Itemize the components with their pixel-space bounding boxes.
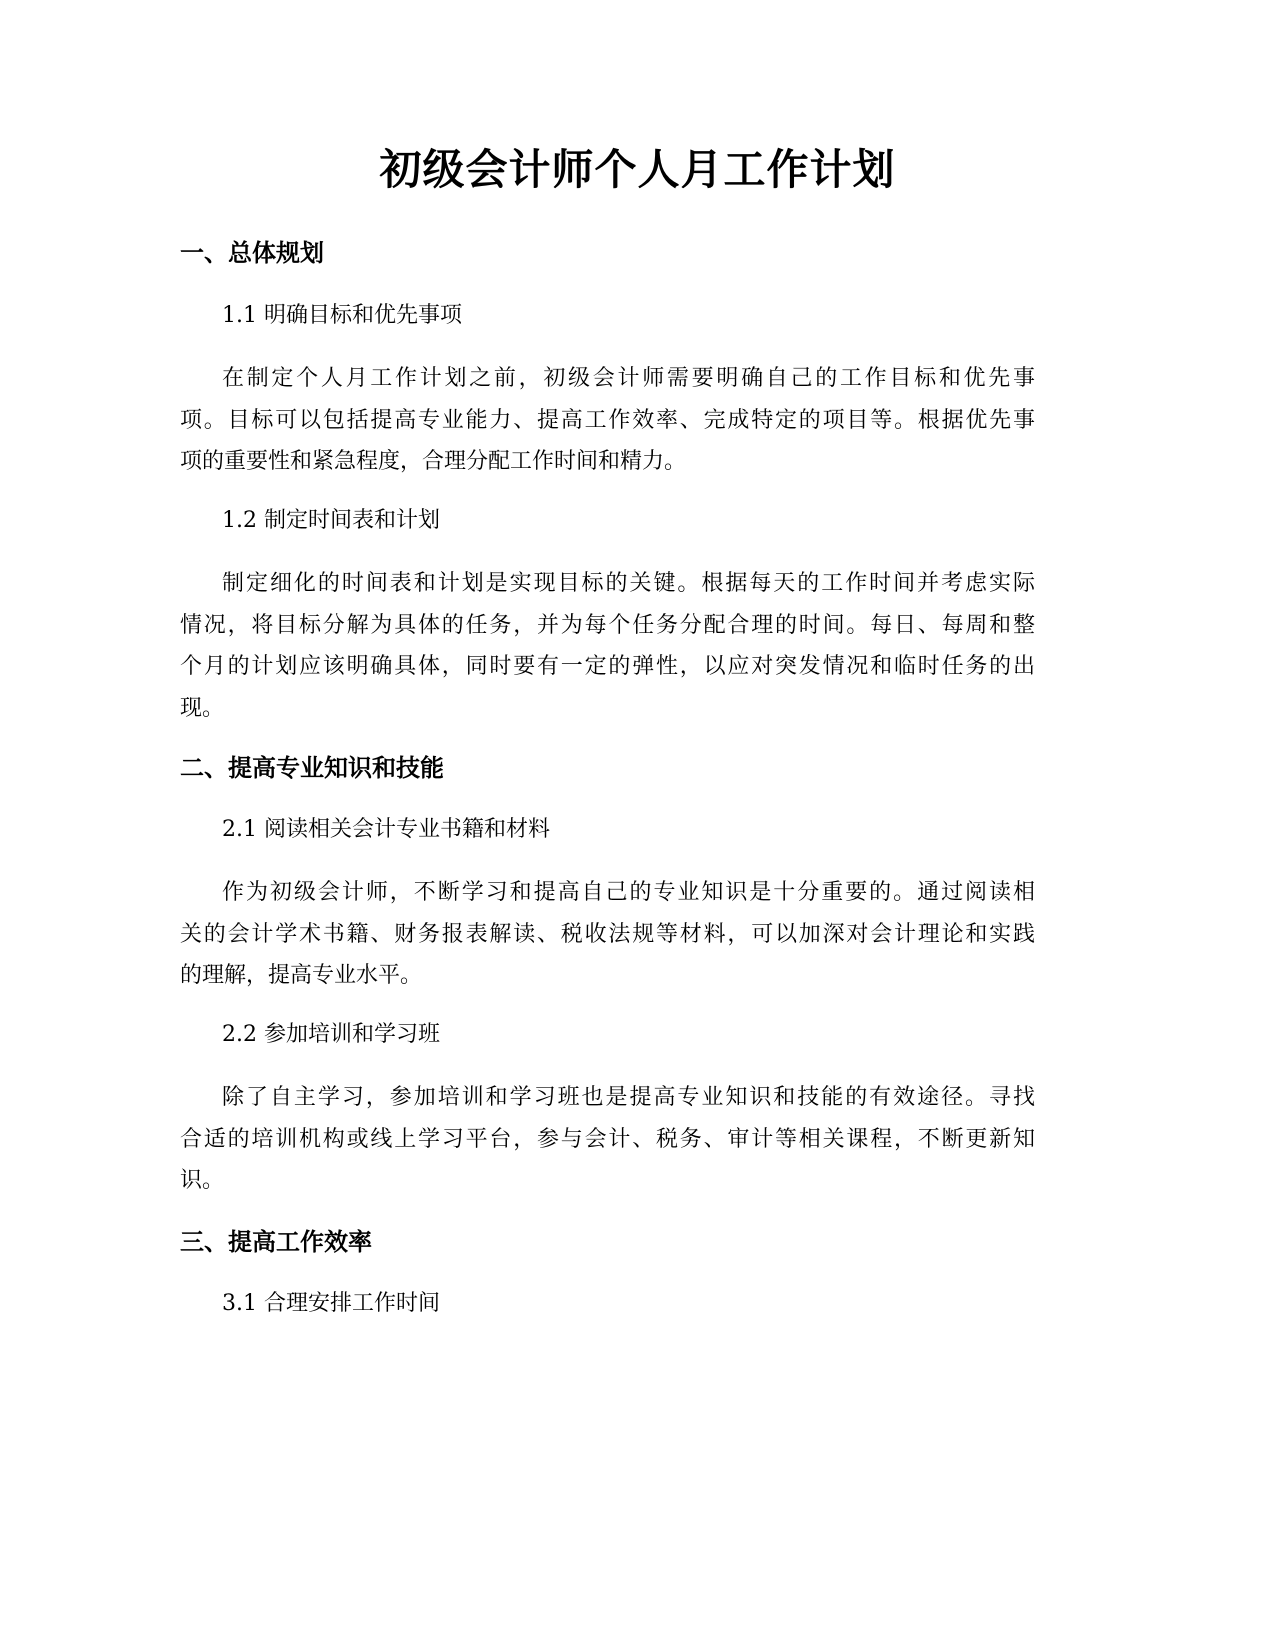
paragraph-line: 情况，将目标分解为具体的任务，并为每个任务分配合理的时间。每日、每周和整 — [180, 612, 1035, 638]
subsection-heading-1-2: 1.2 制定时间表和计划 — [222, 508, 440, 533]
subsection-heading-2-2: 2.2 参加培训和学习班 — [222, 1022, 440, 1047]
paragraph-line: 项。目标可以包括提高专业能力、提高工作效率、完成特定的项目等。根据优先事 — [180, 407, 1035, 433]
subsection-heading-3-1: 3.1 合理安排工作时间 — [222, 1291, 440, 1316]
paragraph-line: 项的重要性和紧急程度，合理分配工作时间和精力。 — [180, 449, 687, 474]
paragraph-line: 现。 — [180, 695, 225, 721]
paragraph-line: 个月的计划应该明确具体，同时要有一定的弹性，以应对突发情况和临时任务的出 — [180, 654, 1035, 679]
document-title: 初级会计师个人月工作计划 — [379, 145, 896, 194]
paragraph-1-2 — [180, 563, 1035, 729]
section-heading-2: 二、提高专业知识和技能 — [180, 754, 444, 782]
paragraph-line: 制定细化的时间表和计划是实现目标的关键。根据每天的工作时间并考虑实际 — [222, 571, 1035, 596]
section-heading-1: 一、总体规划 — [180, 239, 324, 267]
paragraph-line: 关的会计学术书籍、财务报表解读、税收法规等材料，可以加深对会计理论和实践 — [180, 921, 1035, 947]
paragraph-line: 合适的培训机构或线上学习平台，参与会计、税务、审计等相关课程，不断更新知 — [180, 1126, 1035, 1152]
paragraph-line: 识。 — [180, 1168, 225, 1193]
paragraph-2-2 — [180, 1077, 1035, 1202]
paragraph-1-1 — [180, 358, 1035, 483]
section-heading-3: 三、提高工作效率 — [180, 1228, 372, 1256]
subsection-heading-2-1: 2.1 阅读相关会计专业书籍和材料 — [222, 817, 550, 842]
paragraph-line: 作为初级会计师，不断学习和提高自己的专业知识是十分重要的。通过阅读相 — [222, 880, 1035, 905]
paragraph-line: 在制定个人月工作计划之前，初级会计师需要明确自己的工作目标和优先事 — [222, 366, 1035, 391]
paragraph-line: 除了自主学习，参加培训和学习班也是提高专业知识和技能的有效途径。寻找 — [222, 1085, 1035, 1110]
paragraph-2-1 — [180, 872, 1035, 997]
subsection-heading-1-1: 1.1 明确目标和优先事项 — [222, 303, 462, 328]
paragraph-line: 的理解，提高专业水平。 — [180, 963, 423, 988]
